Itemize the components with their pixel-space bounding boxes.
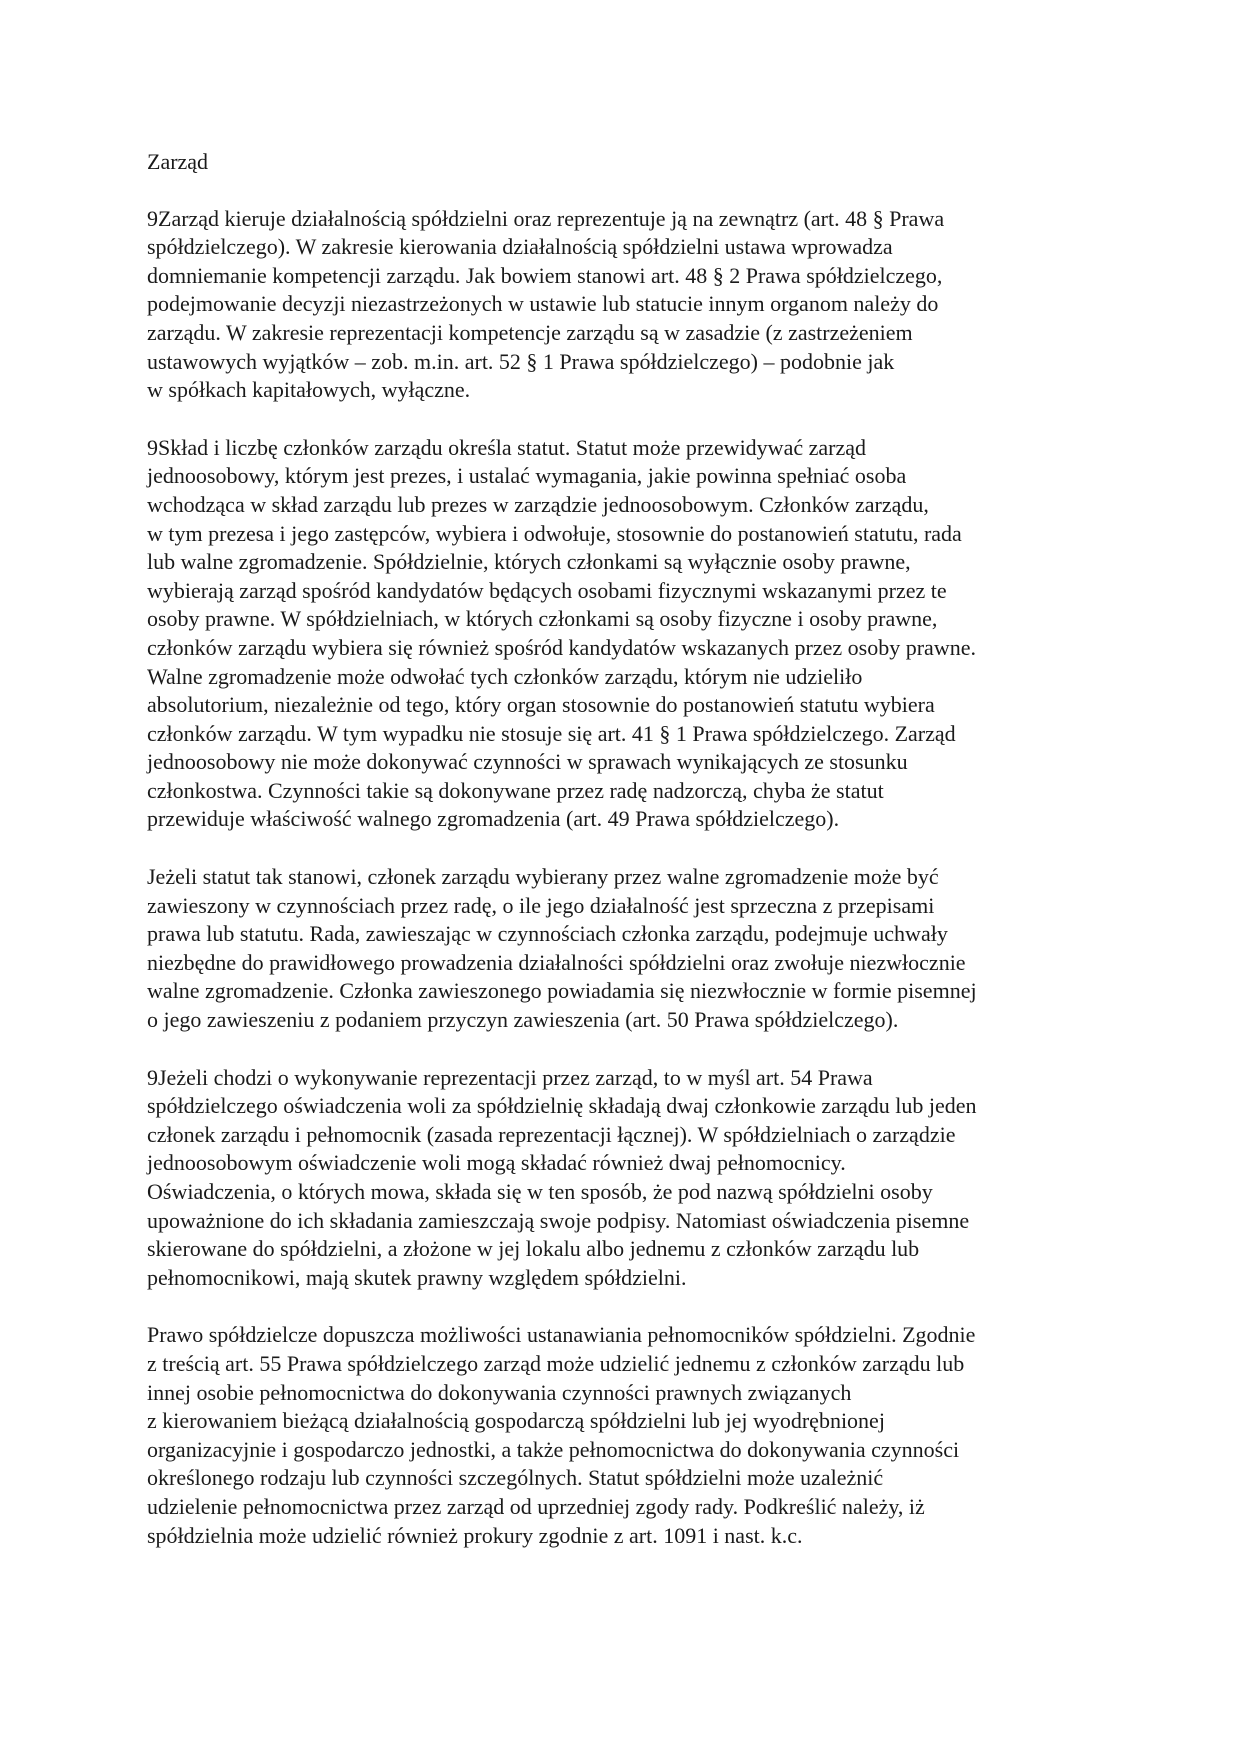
- document-page: [147, 148, 1093, 1579]
- paragraph-board-role: 9Zarząd kieruje działalnością spółdzielni oraz reprezentuje ją na zewnątrz (art. 48 § Prawa spółdzielczego). W zakresie kierowania działalnością spółdzielni ustawa wprowadza domniemanie kompetencji zarządu. Jak bowiem stanowi art. 48 § 2 Prawa spółdzielczego, podejmowanie decyzji niezastrzeżonych w ustawie lub statucie innym organom należy do zarządu. W zakresie reprezentacji kompetencje zarządu są w zasadzie (z zastrzeżeniem ustawowych wyjątków – zob. m.in. art. 52 § 1 Prawa spółdzielczego) – podobnie jak w spółkach kapitałowych, wyłączne.: [147, 205, 945, 403]
- paragraph-board-composition: 9Skład i liczbę członków zarządu określa statut. Statut może przewidywać zarząd jednoosobowy, którym jest prezes, i ustalać wymagania, jakie powinna spełniać osoba wchodząca w skład zarządu lub prezes w zarządzie jednoosobowym. Członków zarządu, w tym prezesa i jego zastępców, wybiera i odwołuje, stosownie do postanowień statutu, rada lub walne zgromadzenie. Spółdzielnie, których członkami są wyłącznie osoby prawne, wybierają zarząd spośród kandydatów będących osobami fizycznymi wskazanymi przez te osoby prawne. W spółdzielniach, w których członkami są osoby fizyczne i osoby prawne, członków zarządu wybiera się również spośród kandydatów wskazanych przez osoby prawne. Walne zgromadzenie może odwołać tych członków zarządu, którym nie udzieliło absolutorium, niezależnie od tego, który organ stosownie do postanowień statutu wybiera członków zarządu. W tym wypadku nie stosuje się art. 41 § 1 Prawa spółdzielczego. Zarząd jednoosobowy nie może dokonywać czynności w sprawach wynikających ze stosunku członkostwa. Czynności takie są dokonywane przez radę nadzorczą, chyba że statut przewiduje właściwość walnego zgromadzenia (art. 49 Prawa spółdzielczego).: [147, 434, 976, 832]
- paragraph-board-representation: 9Jeżeli chodzi o wykonywanie reprezentacji przez zarząd, to w myśl art. 54 Prawa spółdzielczego oświadczenia woli za spółdzielnię składają dwaj członkowie zarządu lub jeden członek zarządu i pełnomocnik (zasada reprezentacji łącznej). W spółdzielniach o zarządzie jednoosobowym oświadczenie woli mogą składać również dwaj pełnomocnicy. Oświadczenia, o których mowa, składa się w ten sposób, że pod nazwą spółdzielni osoby upoważnione do ich składania zamieszczają swoje podpisy. Natomiast oświadczenia pisemne skierowane do spółdzielni, a złożone w jej lokalu albo jednemu z członków zarządu lub pełnomocnikowi, mają skutek prawny względem spółdzielni.: [147, 1064, 977, 1290]
- paragraph-board-suspension: Jeżeli statut tak stanowi, członek zarządu wybierany przez walne zgromadzenie może być zawieszony w czynnościach przez radę, o ile jego działalność jest sprzeczna z przepisami prawa lub statutu. Rada, zawieszając w czynnościach członka zarządu, podejmuje uchwały niezbędne do prawidłowego prowadzenia działalności spółdzielni oraz zwołuje niezwłocznie walne zgromadzenie. Członka zawieszonego powiadamia się niezwłocznie w formie pisemnej o jego zawieszeniu z podaniem przyczyn zawieszenia (art. 50 Prawa spółdzielczego).: [147, 864, 977, 1033]
- paragraph-proxies: Prawo spółdzielcze dopuszcza możliwości ustanawiania pełnomocników spółdzielni. Zgodnie z treścią art. 55 Prawa spółdzielczego zarząd może udzielić jednemu z członków zarządu lub innej osobie pełnomocnictwa do dokonywania czynności prawnych związanych z kierowaniem bieżącą działalnością gospodarczą spółdzielni lub jej wyodrębnionej organizacyjnie i gospodarczo jednostki, a także pełnomocnictwa do dokonywania czynności określonego rodzaju lub czynności szczególnych. Statut spółdzielni może uzależnić udzielenie pełnomocnictwa przez zarząd od uprzedniej zgody rady. Podkreślić należy, iż spółdzielnia może udzielić również prokury zgodnie z art. 1091 i nast. k.c.: [147, 1322, 976, 1548]
- document-title: Zarząd: [147, 149, 209, 174]
